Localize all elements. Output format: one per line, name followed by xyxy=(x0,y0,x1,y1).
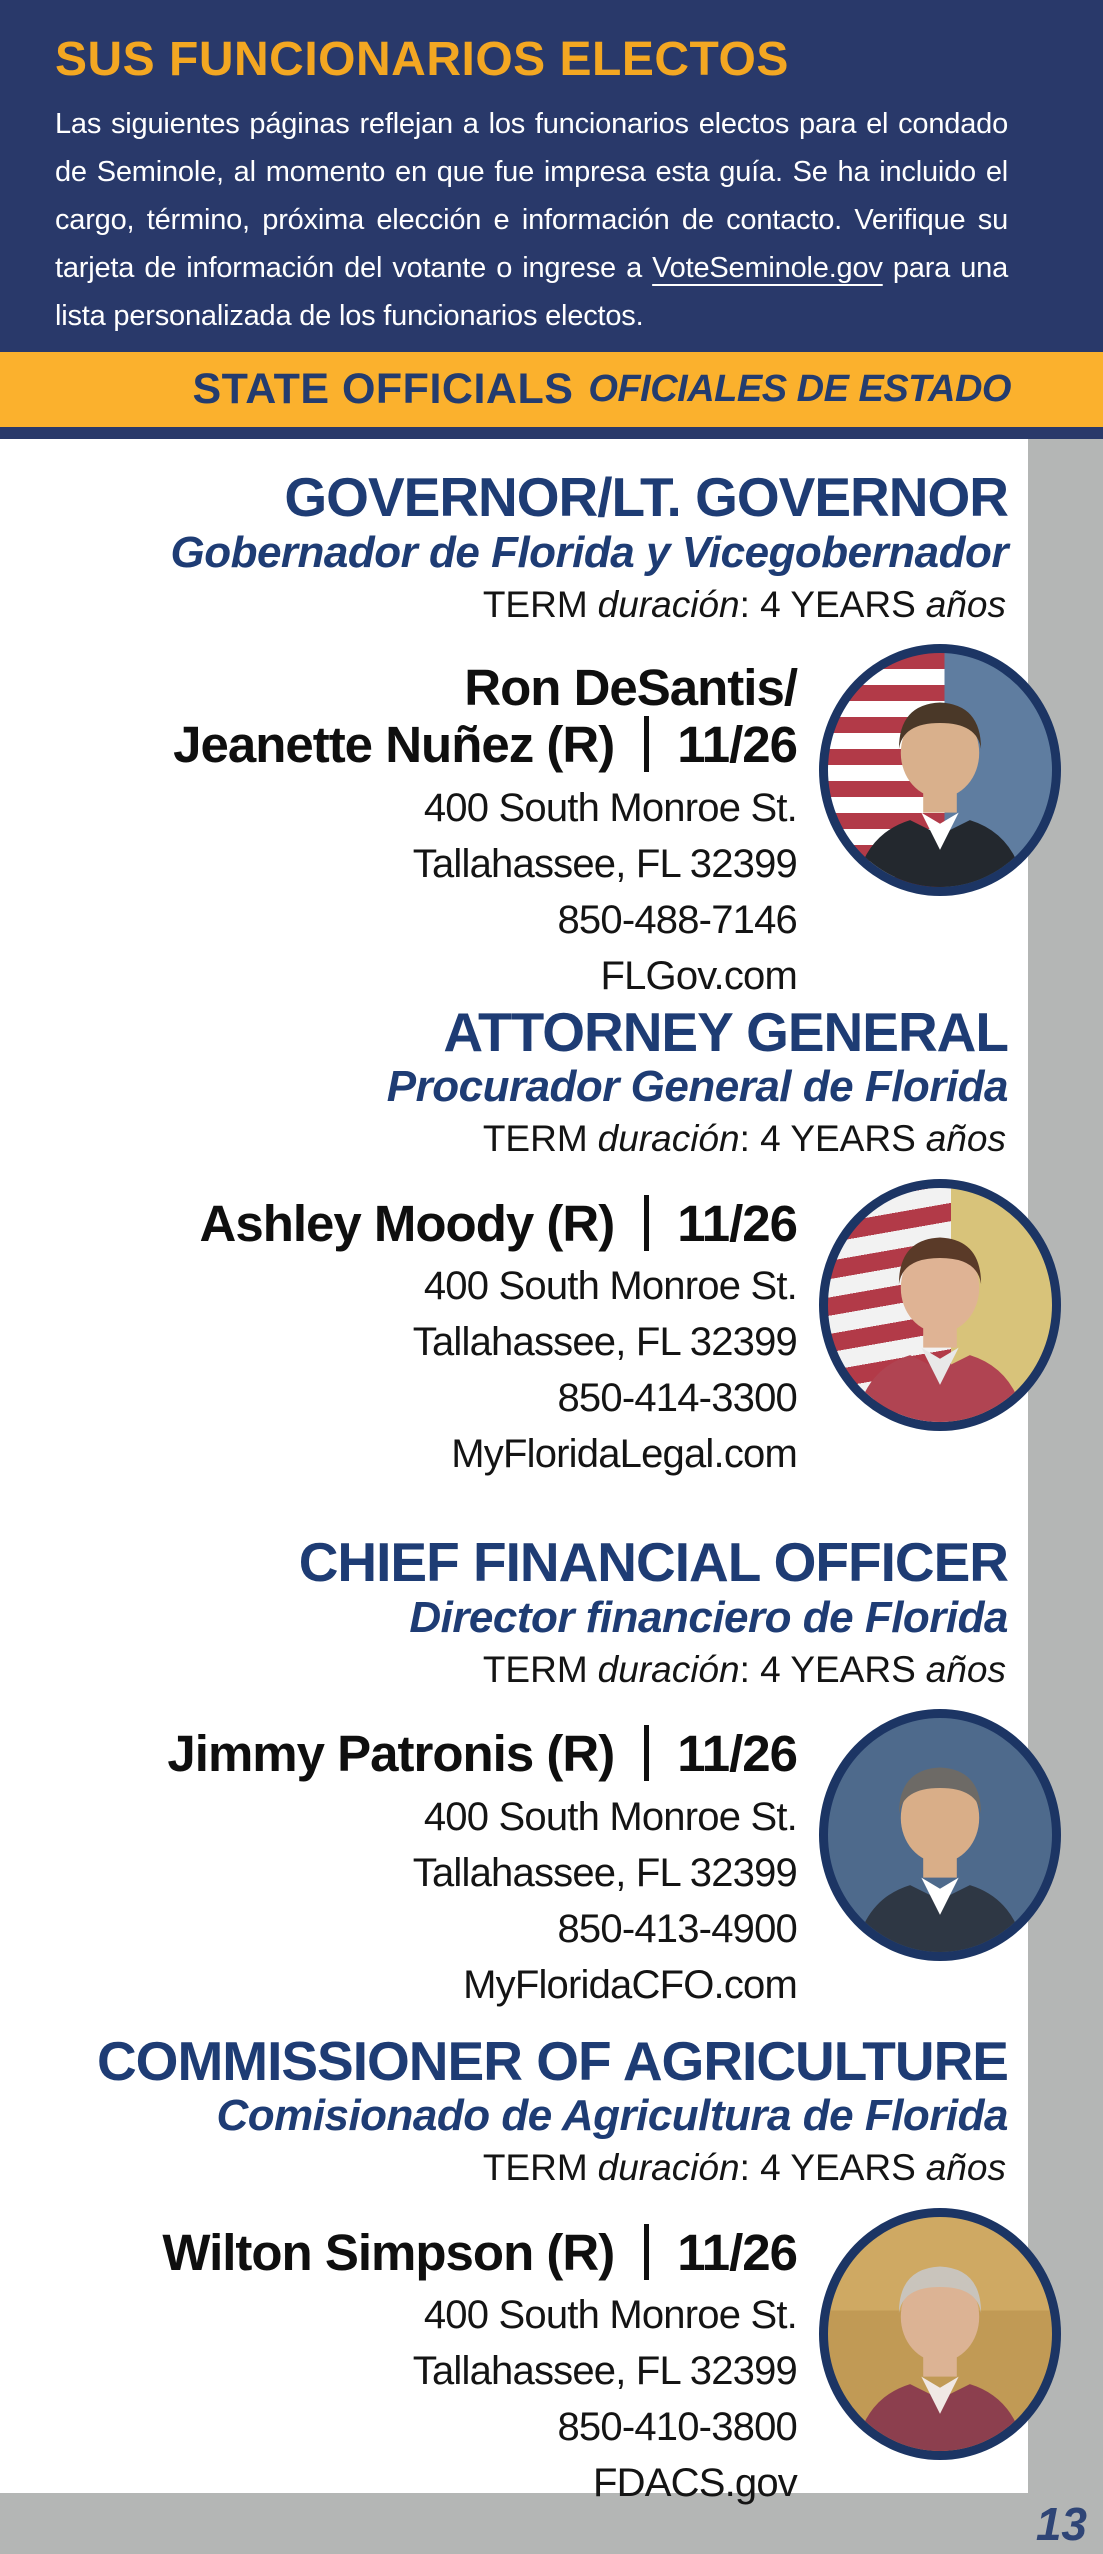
page-number: 13 xyxy=(1035,2497,1087,2550)
term-label-en: TERM xyxy=(482,2147,588,2189)
official-section xyxy=(0,2029,1103,2511)
person-silhouette-icon xyxy=(828,1732,1052,1956)
official-name: Ashley Moody (R) xyxy=(199,1194,615,1252)
term-label-en: TERM xyxy=(482,1648,588,1690)
address-line-1: 400 South Monroe St. xyxy=(423,2292,797,2337)
term-value: : 4 YEARS xyxy=(739,1648,916,1690)
intro-text-part1: Las siguientes páginas reflejan a los funcionarios electos para el condado de Seminole, al momento en que fue impresa esta guía. Se ha incluido el cargo, término, próxima elección e información de contacto. Verifique su tarjeta de información del votante o ingrese a xyxy=(55,108,1008,284)
office-title-en: COMMISSIONER OF AGRICULTURE xyxy=(96,2029,1008,2092)
phone-number: 850-414-3300 xyxy=(557,1376,797,1421)
navy-divider-stripe xyxy=(0,427,1103,439)
next-election-date: 11/26 xyxy=(677,1725,797,1783)
person-silhouette-icon xyxy=(828,1202,1052,1426)
phone-number: 850-413-4900 xyxy=(557,1906,797,1951)
official-photo xyxy=(819,1709,1061,1961)
term-label-es: duración xyxy=(597,1648,740,1690)
address-line-2: Tallahassee, FL 32399 xyxy=(412,2348,797,2393)
website-link[interactable]: FLGov.com xyxy=(600,953,797,998)
intro-paragraph xyxy=(55,100,1008,340)
address-line-2: Tallahassee, FL 32399 xyxy=(412,1320,797,1365)
office-title-es: Director financiero de Florida xyxy=(409,1592,1008,1642)
term-value-es: años xyxy=(925,2147,1006,2189)
official-photo xyxy=(819,2208,1061,2460)
address-line-2: Tallahassee, FL 32399 xyxy=(412,841,797,886)
website-link[interactable]: MyFloridaCFO.com xyxy=(463,1962,797,2007)
term-label-es: duración xyxy=(597,583,740,625)
term-value: : 4 YEARS xyxy=(739,583,916,625)
name-separator-bar xyxy=(644,2224,649,2280)
website-link[interactable]: MyFloridaLegal.com xyxy=(451,1432,797,1477)
official-section xyxy=(0,466,1103,1004)
next-election-date: 11/26 xyxy=(677,716,797,774)
term-value-es: años xyxy=(925,1118,1006,1160)
office-title-en: ATTORNEY GENERAL xyxy=(443,1000,1008,1063)
official-name-line2 xyxy=(0,716,797,773)
person-silhouette-icon xyxy=(828,667,1052,891)
section-banner xyxy=(0,352,1103,427)
official-photo xyxy=(819,644,1061,896)
office-title-es: Comisionado de Agricultura de Florida xyxy=(216,2091,1008,2141)
person-silhouette-icon xyxy=(828,2231,1052,2455)
intro-text-part2: para una lista personalizada de los funcionarios electos. xyxy=(55,252,1008,332)
official-name-line2 xyxy=(0,2224,797,2281)
term-value-es: años xyxy=(925,1648,1006,1690)
name-separator-bar xyxy=(644,716,649,772)
page-title: SUS FUNCIONARIOS ELECTOS xyxy=(55,33,789,86)
office-title-es: Gobernador de Florida y Vicegobernador xyxy=(170,527,1008,577)
term-label-en: TERM xyxy=(482,1118,588,1160)
page-header xyxy=(0,0,1103,352)
office-title-en: GOVERNOR/LT. GOVERNOR xyxy=(284,466,1008,528)
official-name-line2 xyxy=(0,1195,797,1252)
banner-title-en: STATE OFFICIALS xyxy=(192,365,574,413)
website-link[interactable]: FDACS.gov xyxy=(593,2460,797,2505)
address-line-1: 400 South Monroe St. xyxy=(423,1264,797,1309)
term-label-es: duración xyxy=(597,2147,740,2189)
official-name: Wilton Simpson (R) xyxy=(162,2223,615,2281)
term-value: : 4 YEARS xyxy=(739,1118,916,1160)
next-election-date: 11/26 xyxy=(677,1194,797,1252)
term-value: : 4 YEARS xyxy=(739,2147,916,2189)
term-line xyxy=(0,584,1103,627)
official-section xyxy=(0,1531,1103,2012)
name-separator-bar xyxy=(644,1725,649,1781)
official-name: Jimmy Patronis (R) xyxy=(167,1725,615,1783)
officials-list xyxy=(0,439,1103,2505)
official-name-line2 xyxy=(0,1725,797,1782)
term-line xyxy=(0,2147,1103,2190)
office-title-en: CHIEF FINANCIAL OFFICER xyxy=(298,1531,1008,1594)
term-label-es: duración xyxy=(597,1118,740,1160)
term-line xyxy=(0,1118,1103,1161)
phone-number: 850-410-3800 xyxy=(557,2404,797,2449)
next-election-date: 11/26 xyxy=(677,2223,797,2281)
name-separator-bar xyxy=(644,1195,649,1251)
address-line-1: 400 South Monroe St. xyxy=(423,785,797,830)
banner-title-es: OFICIALES DE ESTADO xyxy=(588,368,1011,410)
term-value-es: años xyxy=(925,583,1006,625)
office-title-es: Procurador General de Florida xyxy=(386,1062,1008,1112)
address-line-2: Tallahassee, FL 32399 xyxy=(412,1850,797,1895)
voteseminole-link[interactable]: VoteSeminole.gov xyxy=(652,252,883,284)
official-photo xyxy=(819,1179,1061,1431)
official-section xyxy=(0,1000,1103,1482)
phone-number: 850-488-7146 xyxy=(557,897,797,942)
official-name: Jeanette Nuñez (R) xyxy=(173,716,615,774)
term-line xyxy=(0,1649,1103,1692)
official-name-line1: Ron DeSantis/ xyxy=(464,659,797,717)
term-label-en: TERM xyxy=(482,583,588,625)
address-line-1: 400 South Monroe St. xyxy=(423,1794,797,1839)
